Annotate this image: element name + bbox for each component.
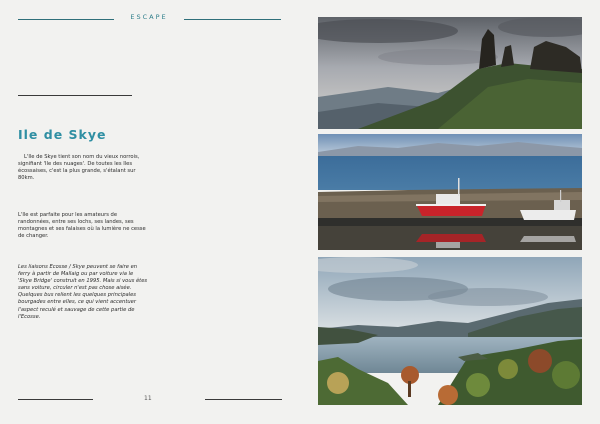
travel-paragraph: Les liaisons Ecosse / Skye peuvent se faire en ferry à partir de Mallaig ou par voiture via le 'Skye Bridge' construit en 1995. Mais si vous êtes sans voiture, circuler n'est pas chose aisée. Quelques bus relient les quelques principales bourgades entre elles, ce qui vient accentuer l'aspect reculé et sauvage de cette partie de l'Ecosse.	[18, 264, 148, 320]
title-divider	[18, 95, 132, 96]
body-paragraph: L'Ile est parfaite pour les amateurs de randonnées, entre ses lochs, ses landes, ses montagnes et ses falaises où la lumière ne cesse de changer.	[18, 212, 146, 240]
footer-rule-right	[205, 399, 282, 400]
harbour-boats-photo	[318, 134, 582, 250]
rock-pinnacles-photo	[318, 17, 582, 129]
loch-landscape-photo	[318, 257, 582, 405]
article-title: Ile de Skye	[18, 127, 107, 142]
header-rule-left	[18, 19, 114, 20]
header-rule-right	[184, 19, 281, 20]
footer-rule-left	[18, 399, 93, 400]
page-number: 11	[144, 395, 152, 402]
intro-paragraph: L'Ile de Skye tient son nom du vieux norrois, signifiant 'Ile des nuages'. De toutes les Iles écossaises, c'est la plus grande, s'étalant sur 80km.	[18, 154, 140, 182]
section-label: ESCAPE	[130, 13, 168, 21]
